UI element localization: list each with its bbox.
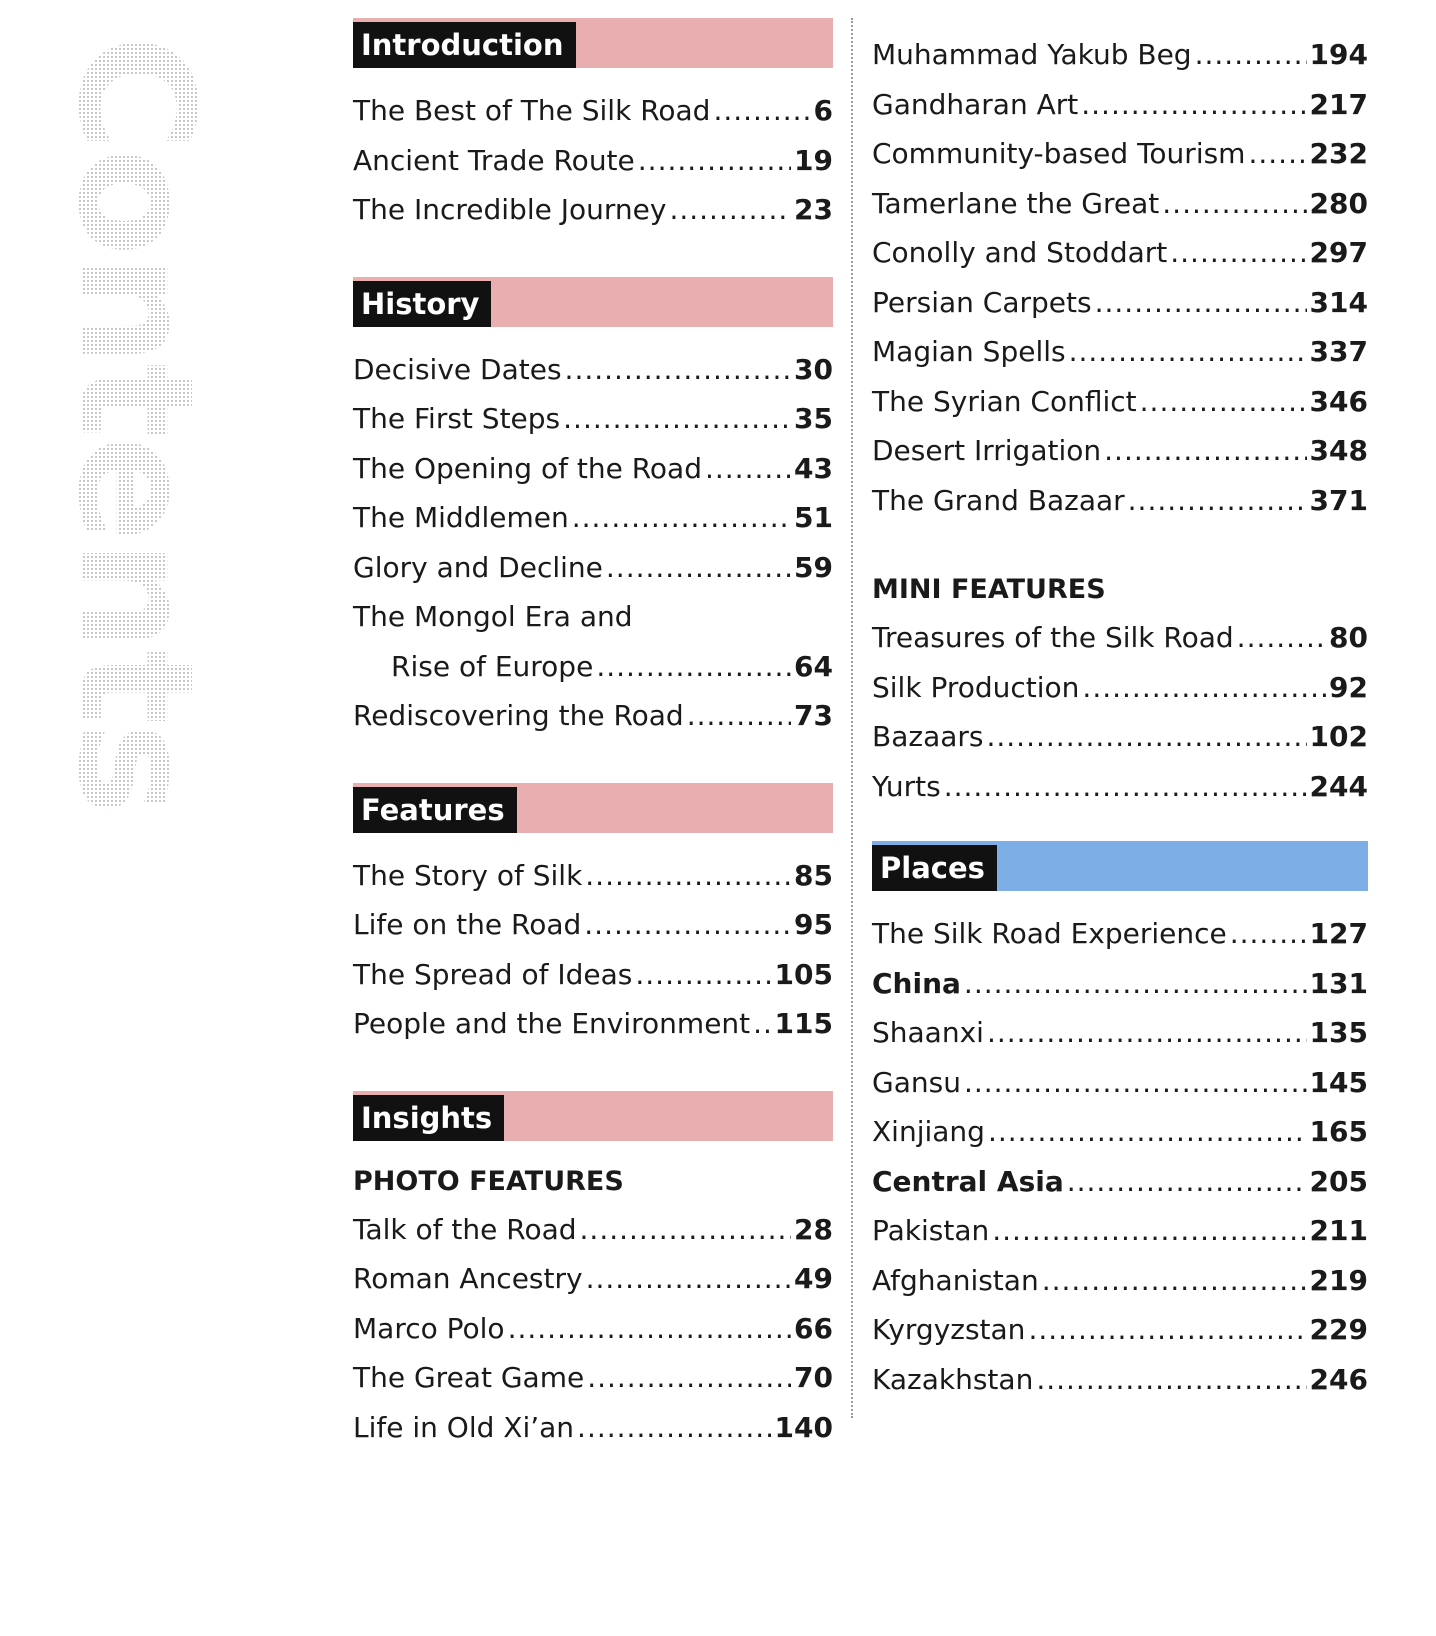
leader-dots (1230, 909, 1307, 959)
leader-dots (753, 999, 771, 1049)
toc-list-insights (353, 1205, 833, 1453)
section-bar-insights (353, 1091, 833, 1141)
subheading-mini-features: MINI FEATURES (872, 574, 1106, 605)
toc-entry-page: 23 (794, 193, 833, 226)
toc-list-introduction (353, 86, 833, 235)
toc-entry-title: Magian Spells (872, 335, 1066, 368)
toc-entry-title: The Opening of the Road (353, 451, 702, 485)
leader-dots (586, 1254, 791, 1304)
toc-entry-page: 49 (794, 1262, 833, 1295)
toc-entry-page: 28 (794, 1212, 833, 1246)
toc-entry-title: The First Steps (353, 402, 561, 435)
toc-entry[interactable] (872, 1107, 1368, 1157)
leader-dots (1162, 179, 1306, 229)
toc-entry-page: 229 (1309, 1313, 1368, 1346)
toc-entry-title: Gansu (872, 1065, 961, 1099)
toc-entry-page: 244 (1309, 769, 1368, 803)
leader-dots (1082, 663, 1326, 713)
toc-entry-page: 205 (1309, 1164, 1368, 1198)
toc-entry-page: 337 (1309, 335, 1368, 368)
toc-entry[interactable] (353, 1403, 833, 1453)
toc-list-features (353, 851, 833, 1049)
leader-dots (577, 1403, 772, 1453)
toc-entry-title: Life in Old Xi’an (353, 1410, 575, 1444)
toc-list-mini-features (872, 613, 1368, 811)
toc-entry-page: 348 (1309, 434, 1368, 467)
section-heading-features: Features (353, 787, 517, 833)
leader-dots (1036, 1355, 1306, 1405)
toc-entry[interactable] (872, 762, 1368, 812)
toc-entry-title: Tamerlane the Great (872, 186, 1160, 220)
leader-dots (1140, 377, 1307, 427)
toc-entry-page: 80 (1329, 621, 1368, 654)
toc-entry-page: 92 (1329, 670, 1368, 704)
leader-dots (705, 444, 791, 494)
section-bar-history (353, 277, 833, 327)
leader-dots (669, 185, 791, 235)
toc-entry[interactable] (872, 129, 1368, 179)
leader-dots (1028, 1305, 1306, 1355)
toc-list-insights-continued (872, 30, 1368, 525)
toc-entry[interactable] (353, 1254, 833, 1304)
toc-entry-title: Afghanistan (872, 1263, 1039, 1297)
toc-entry[interactable] (353, 999, 833, 1049)
leader-dots (563, 394, 791, 444)
toc-list-history (353, 345, 833, 741)
toc-entry-title: Glory and Decline (353, 550, 603, 584)
toc-entry-title: Rediscovering the Road (353, 699, 684, 732)
leader-dots (584, 900, 791, 950)
leader-dots (1069, 327, 1307, 377)
toc-entry-page: 131 (1309, 966, 1368, 1000)
toc-entry-title: Bazaars (872, 720, 984, 753)
leader-dots (986, 712, 1306, 762)
leader-dots (964, 959, 1307, 1009)
toc-entry-title: The Syrian Conflict (872, 384, 1137, 418)
leader-dots (572, 493, 791, 543)
toc-entry-page: 211 (1309, 1214, 1368, 1247)
toc-entry[interactable] (872, 1256, 1368, 1306)
leader-dots (585, 851, 791, 901)
leader-dots (606, 543, 791, 593)
toc-entry-page: 194 (1309, 38, 1368, 71)
leader-dots (565, 345, 791, 395)
toc-entry-page: 51 (794, 501, 833, 534)
toc-entry[interactable] (872, 1206, 1368, 1256)
section-bar-features (353, 783, 833, 833)
leader-dots (1104, 426, 1306, 476)
right-column (872, 30, 1368, 1404)
toc-entry[interactable] (353, 642, 833, 692)
toc-entry[interactable] (353, 493, 833, 543)
leader-dots (1195, 30, 1307, 80)
toc-entry-title: Ancient Trade Route (353, 143, 635, 177)
toc-entry-title: Muhammad Yakub Beg (872, 38, 1192, 71)
toc-entry-page: 66 (794, 1311, 833, 1345)
toc-entry-title: Central Asia (872, 1164, 1064, 1198)
toc-entry-page: 102 (1309, 720, 1368, 753)
toc-entry-title: The Silk Road Experience (872, 917, 1227, 950)
toc-entry-page: 70 (794, 1361, 833, 1394)
toc-entry-title: Xinjiang (872, 1115, 985, 1148)
toc-entry-title: Shaanxi (872, 1016, 984, 1049)
toc-entry-page: 346 (1309, 384, 1368, 418)
leader-dots (1237, 613, 1326, 663)
toc-entry-title: Life on the Road (353, 908, 582, 941)
toc-entry[interactable] (872, 228, 1368, 278)
toc-entry[interactable] (353, 136, 833, 186)
toc-entry-page: 165 (1309, 1115, 1368, 1148)
toc-entry[interactable] (353, 444, 833, 494)
toc-entry-page: 64 (794, 649, 833, 683)
toc-entry-page: 314 (1309, 285, 1368, 319)
toc-entry[interactable] (353, 950, 833, 1000)
toc-entry-page: 297 (1309, 236, 1368, 269)
leader-dots (1081, 80, 1306, 130)
toc-entry-page: 371 (1309, 483, 1368, 517)
leader-dots (988, 1107, 1307, 1157)
leader-dots (1248, 129, 1306, 179)
toc-entry[interactable] (353, 691, 833, 741)
toc-entry-title: Rise of Europe (391, 649, 594, 683)
toc-entry-page: 127 (1309, 917, 1368, 950)
toc-entry-page: 59 (794, 550, 833, 584)
toc-entry[interactable] (872, 663, 1368, 713)
toc-entry-title: Desert Irrigation (872, 434, 1102, 467)
toc-entry[interactable] (353, 185, 833, 235)
toc-entry-title: Roman Ancestry (353, 1262, 583, 1295)
leader-dots (687, 691, 791, 741)
toc-entry[interactable] (353, 394, 833, 444)
toc-entry[interactable] (872, 179, 1368, 229)
leader-dots (1170, 228, 1306, 278)
toc-entry-page: 219 (1309, 1263, 1368, 1297)
toc-entry[interactable] (872, 1008, 1368, 1058)
page-title: Contents (43, 35, 227, 813)
leader-dots (713, 86, 810, 136)
leader-dots (992, 1206, 1306, 1256)
toc-entry-page: 280 (1309, 186, 1368, 220)
toc-entry-page: 115 (774, 1007, 833, 1040)
section-heading-introduction: Introduction (353, 22, 576, 68)
leader-dots (1095, 278, 1307, 328)
leader-dots (1128, 476, 1307, 526)
toc-entry[interactable] (872, 613, 1368, 663)
left-column (353, 18, 833, 1452)
toc-entry-title: Conolly and Stoddart (872, 236, 1168, 269)
toc-entry-title: The Middlemen (353, 501, 569, 534)
toc-entry-page: 140 (774, 1410, 833, 1444)
toc-entry-page: 95 (794, 908, 833, 941)
toc-entry-page: 246 (1309, 1362, 1368, 1396)
toc-entry[interactable] (872, 712, 1368, 762)
leader-dots (596, 642, 791, 692)
toc-entry[interactable] (872, 30, 1368, 80)
toc-entry[interactable] (872, 377, 1368, 427)
leader-dots (508, 1304, 791, 1354)
toc-entry-title: The Spread of Ideas (353, 957, 633, 991)
toc-entry[interactable] (872, 426, 1368, 476)
toc-entry-title: The Grand Bazaar (872, 483, 1125, 517)
toc-entry[interactable] (872, 1305, 1368, 1355)
leader-dots (944, 762, 1307, 812)
leader-dots (1042, 1256, 1307, 1306)
toc-entry[interactable] (872, 476, 1368, 526)
toc-entry-continued[interactable] (353, 592, 833, 642)
toc-entry-title: The Story of Silk (353, 858, 583, 892)
toc-entry-title: The Incredible Journey (353, 193, 667, 226)
toc-entry-title: Gandharan Art (872, 87, 1079, 121)
toc-entry-title: Persian Carpets (872, 285, 1092, 319)
toc-entry[interactable] (872, 327, 1368, 377)
toc-entry[interactable] (872, 278, 1368, 328)
toc-entry-title: Marco Polo (353, 1311, 505, 1345)
toc-entry[interactable] (353, 900, 833, 950)
toc-entry-page: 19 (794, 143, 833, 177)
section-heading-history: History (353, 281, 491, 327)
toc-entry-page: 135 (1309, 1016, 1368, 1049)
toc-entry-title: Community-based Tourism (872, 137, 1246, 170)
toc-entry[interactable] (872, 1058, 1368, 1108)
leader-dots (964, 1058, 1307, 1108)
toc-entry-page: 85 (794, 858, 833, 892)
toc-entry[interactable] (353, 1205, 833, 1255)
toc-entry-title: Talk of the Road (353, 1212, 577, 1246)
toc-entry-page: 73 (794, 699, 833, 732)
toc-entry[interactable] (872, 959, 1368, 1009)
section-heading-insights: Insights (353, 1095, 504, 1141)
toc-entry-page: 232 (1309, 137, 1368, 170)
toc-entry-title: People and the Environment (353, 1007, 751, 1040)
toc-entry-page: 30 (794, 352, 833, 386)
subheading-photo-features: PHOTO FEATURES (353, 1165, 624, 1197)
toc-entry-page: 43 (794, 451, 833, 485)
leader-dots (1067, 1157, 1307, 1207)
section-heading-places: Places (872, 845, 997, 891)
leader-dots (580, 1205, 792, 1255)
toc-entry-title: Decisive Dates (353, 352, 562, 386)
toc-entry-title: Treasures of the Silk Road (872, 621, 1234, 654)
section-bar-places (872, 841, 1368, 891)
toc-entry-title: China (872, 966, 961, 1000)
toc-entry-page: 6 (813, 94, 833, 127)
toc-entry-page: 217 (1309, 87, 1368, 121)
toc-list-places (872, 909, 1368, 1404)
toc-entry-title: The Great Game (353, 1361, 585, 1394)
toc-entry[interactable] (353, 86, 833, 136)
leader-dots (987, 1008, 1307, 1058)
toc-entry[interactable] (353, 1353, 833, 1403)
toc-entry[interactable] (353, 543, 833, 593)
toc-entry[interactable] (872, 1355, 1368, 1405)
toc-entry-title: The Best of The Silk Road (353, 94, 711, 127)
toc-entry-title: Kyrgyzstan (872, 1313, 1026, 1346)
toc-entry-page: 145 (1309, 1065, 1368, 1099)
toc-entry[interactable] (872, 909, 1368, 959)
toc-entry-page: 105 (774, 957, 833, 991)
toc-entry-title: Yurts (872, 769, 941, 803)
toc-entry[interactable] (872, 1157, 1368, 1207)
toc-entry-title: Pakistan (872, 1214, 990, 1247)
column-divider (851, 18, 853, 1418)
toc-entry[interactable] (872, 80, 1368, 130)
toc-entry[interactable] (353, 345, 833, 395)
leader-dots (635, 950, 771, 1000)
toc-entry[interactable] (353, 1304, 833, 1354)
toc-entry-page: 35 (794, 402, 833, 435)
toc-entry-title: Kazakhstan (872, 1362, 1034, 1396)
leader-dots (638, 136, 791, 186)
section-bar-introduction (353, 18, 833, 68)
toc-entry-title: Silk Production (872, 670, 1080, 704)
toc-entry[interactable] (353, 851, 833, 901)
leader-dots (587, 1353, 791, 1403)
toc-entry-title: The Mongol Era and (353, 600, 633, 633)
